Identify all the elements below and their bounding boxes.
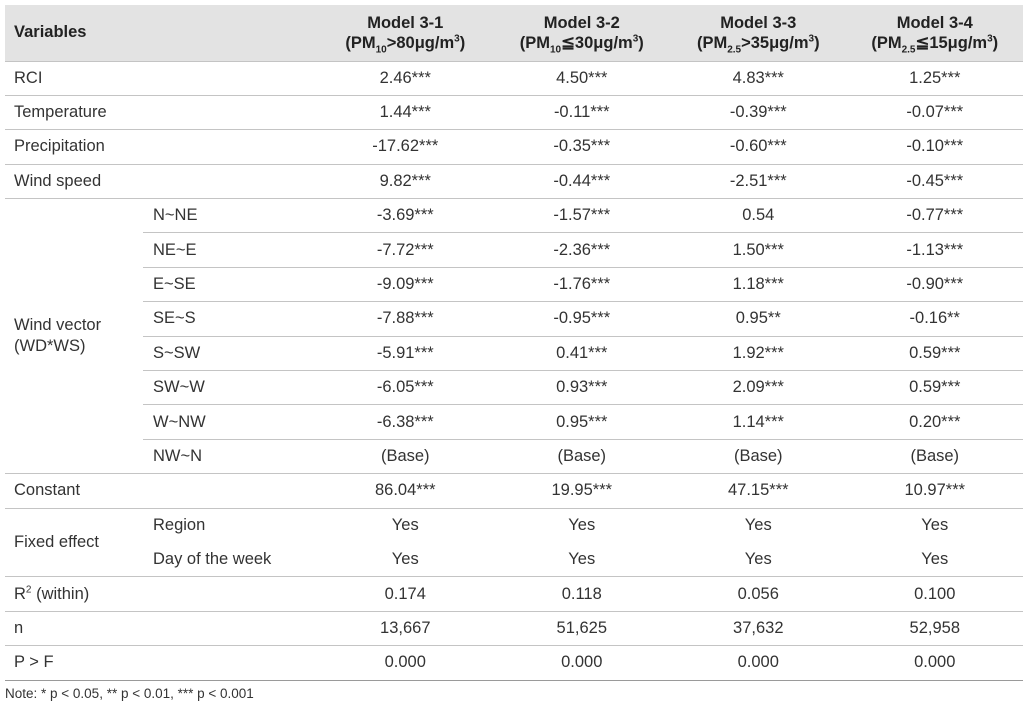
header-model-3-1 bbox=[317, 5, 494, 61]
cell-value: (Base) bbox=[847, 439, 1024, 473]
table-row-wind-vector-se-s bbox=[5, 302, 1023, 336]
table-row-fixed-effect-day bbox=[5, 542, 1023, 576]
cell-value: -0.45*** bbox=[847, 164, 1024, 198]
sub-label: N~NE bbox=[143, 199, 317, 233]
cell-value: Yes bbox=[317, 508, 494, 542]
cell-value: -7.72*** bbox=[317, 233, 494, 267]
wind-vector-label-line1: Wind vector bbox=[14, 316, 102, 335]
sub-label: NE~E bbox=[143, 233, 317, 267]
cell-value: Yes bbox=[744, 549, 772, 568]
cell-value: Yes bbox=[921, 549, 949, 568]
cell-value: -0.10*** bbox=[847, 130, 1024, 164]
row-label-r2: $R^2$ (within) bbox=[5, 577, 317, 611]
cell-value: 0.118 bbox=[494, 577, 671, 611]
cell-value: 0.056 bbox=[670, 577, 847, 611]
cell-value: -0.90*** bbox=[847, 267, 1024, 301]
cell-value: 19.95*** bbox=[494, 474, 671, 508]
cell-value: 0.59*** bbox=[847, 371, 1024, 405]
sub-label: SW~W bbox=[143, 371, 317, 405]
cell-value: -7.88*** bbox=[317, 302, 494, 336]
cell-value: 4.83*** bbox=[670, 61, 847, 95]
cell-value: Yes bbox=[494, 508, 671, 542]
cell-value: -3.69*** bbox=[317, 199, 494, 233]
cell-value: -6.38*** bbox=[317, 405, 494, 439]
row-label: P > F bbox=[5, 646, 317, 680]
table-header bbox=[5, 5, 1023, 61]
cell-value: -9.09*** bbox=[317, 267, 494, 301]
table-note: Note: * p < 0.05, ** p < 0.01, *** p < 0.001 bbox=[5, 686, 254, 701]
cell-value: -1.76*** bbox=[494, 267, 671, 301]
cell-value: -5.91*** bbox=[317, 336, 494, 370]
model-condition: $(PM_{10}>80\mu g/m^3)$ bbox=[345, 33, 466, 56]
cell-value: 13,667 bbox=[317, 611, 494, 645]
row-label: n bbox=[5, 611, 317, 645]
header-variables: Variables bbox=[14, 23, 87, 42]
cell-value: 0.93*** bbox=[494, 371, 671, 405]
table-row-wind-vector-w-nw bbox=[5, 405, 1023, 439]
header-model-3-4 bbox=[847, 5, 1024, 61]
regression-table bbox=[5, 5, 1023, 681]
cell-value: -0.11*** bbox=[494, 95, 671, 129]
cell-value: 52,958 bbox=[847, 611, 1024, 645]
model-condition: $(PM_{2.5}>35\mu g/m^3)$ bbox=[696, 33, 820, 56]
cell-value: 86.04*** bbox=[317, 474, 494, 508]
cell-value: -0.16** bbox=[847, 302, 1024, 336]
row-label: Wind speed bbox=[5, 164, 317, 198]
cell-value: 2.46*** bbox=[317, 61, 494, 95]
sub-label: Day of the week bbox=[153, 549, 272, 568]
cell-value: 4.50*** bbox=[494, 61, 671, 95]
cell-value: -17.62*** bbox=[317, 130, 494, 164]
cell-value: 0.000 bbox=[317, 646, 494, 680]
cell-value: 1.25*** bbox=[847, 61, 1024, 95]
cell-value: 0.20*** bbox=[847, 405, 1024, 439]
table-row-wind-vector-s-sw bbox=[5, 336, 1023, 370]
row-label-fixed-effect: Fixed effect bbox=[5, 508, 143, 577]
cell-value: -2.36*** bbox=[494, 233, 671, 267]
table-row-wind-vector-n-ne bbox=[5, 199, 1023, 233]
header-model-3-3 bbox=[670, 5, 847, 61]
cell-value: -1.57*** bbox=[494, 199, 671, 233]
cell-value: (Base) bbox=[494, 439, 671, 473]
cell-value: 1.14*** bbox=[670, 405, 847, 439]
cell-value: 9.82*** bbox=[317, 164, 494, 198]
row-label: Constant bbox=[5, 474, 317, 508]
cell-value: 0.000 bbox=[670, 646, 847, 680]
cell-value: 47.15*** bbox=[670, 474, 847, 508]
cell-value: -0.07*** bbox=[847, 95, 1024, 129]
table-row-wind-speed bbox=[5, 164, 1023, 198]
cell-value: 0.95*** bbox=[494, 405, 671, 439]
table-row-temperature bbox=[5, 95, 1023, 129]
model-condition: $(PM_{10}≦30\mu g/m^3)$ bbox=[519, 33, 644, 56]
table-row-r2 bbox=[5, 577, 1023, 611]
cell-value: 1.92*** bbox=[670, 336, 847, 370]
table-row-wind-vector-nw-n bbox=[5, 439, 1023, 473]
cell-value: Yes bbox=[568, 549, 596, 568]
sub-label: NW~N bbox=[143, 439, 317, 473]
cell-value: (Base) bbox=[670, 439, 847, 473]
sub-label: SE~S bbox=[143, 302, 317, 336]
table-row-wind-vector-ne-e bbox=[5, 233, 1023, 267]
cell-value: -0.77*** bbox=[847, 199, 1024, 233]
cell-value: 0.000 bbox=[847, 646, 1024, 680]
cell-value: 2.09*** bbox=[670, 371, 847, 405]
cell-value: 37,632 bbox=[670, 611, 847, 645]
cell-value: 1.50*** bbox=[670, 233, 847, 267]
model-name: Model 3-1 bbox=[367, 13, 444, 32]
header-row bbox=[5, 5, 1023, 61]
cell-value: 0.000 bbox=[494, 646, 671, 680]
cell-value: 0.95** bbox=[670, 302, 847, 336]
cell-value: Yes bbox=[670, 508, 847, 542]
cell-value: 0.174 bbox=[317, 577, 494, 611]
cell-value: -1.13*** bbox=[847, 233, 1024, 267]
table-row-pf bbox=[5, 646, 1023, 680]
wind-vector-label-line2: (WD*WS) bbox=[14, 337, 86, 356]
table-row-wind-vector-sw-w bbox=[5, 371, 1023, 405]
row-label: Precipitation bbox=[5, 130, 317, 164]
sub-label: Region bbox=[143, 508, 317, 542]
model-name: Model 3-4 bbox=[896, 13, 973, 32]
table-body bbox=[5, 61, 1023, 680]
row-label: Temperature bbox=[5, 95, 317, 129]
cell-value: Yes bbox=[391, 549, 419, 568]
cell-value: 1.44*** bbox=[317, 95, 494, 129]
row-label: RCI bbox=[5, 61, 317, 95]
cell-value: 0.100 bbox=[847, 577, 1024, 611]
sub-label: W~NW bbox=[143, 405, 317, 439]
cell-value: (Base) bbox=[317, 439, 494, 473]
model-name: Model 3-3 bbox=[720, 13, 797, 32]
cell-value: -0.60*** bbox=[670, 130, 847, 164]
sub-label: E~SE bbox=[143, 267, 317, 301]
row-label-wind-vector bbox=[5, 199, 143, 474]
cell-value: 0.59*** bbox=[847, 336, 1024, 370]
table-row-wind-vector-e-se bbox=[5, 267, 1023, 301]
cell-value: 51,625 bbox=[494, 611, 671, 645]
cell-value: Yes bbox=[847, 508, 1024, 542]
cell-value: -0.95*** bbox=[494, 302, 671, 336]
table-row-constant bbox=[5, 474, 1023, 508]
cell-value: 10.97*** bbox=[847, 474, 1024, 508]
cell-value: -0.39*** bbox=[670, 95, 847, 129]
table-row-fixed-effect-region bbox=[5, 508, 1023, 542]
cell-value: 1.18*** bbox=[670, 267, 847, 301]
header-model-3-2 bbox=[494, 5, 671, 61]
table-row-precipitation bbox=[5, 130, 1023, 164]
cell-value: 0.41*** bbox=[494, 336, 671, 370]
model-condition: $(PM_{2.5}≦15\mu g/m^3)$ bbox=[871, 33, 999, 56]
cell-value: -0.35*** bbox=[494, 130, 671, 164]
table-row-n bbox=[5, 611, 1023, 645]
model-name: Model 3-2 bbox=[543, 13, 620, 32]
cell-value: 0.54 bbox=[670, 199, 847, 233]
table-row-rci bbox=[5, 61, 1023, 95]
cell-value: -0.44*** bbox=[494, 164, 671, 198]
cell-value: -6.05*** bbox=[317, 371, 494, 405]
sub-label: S~SW bbox=[143, 336, 317, 370]
cell-value: -2.51*** bbox=[670, 164, 847, 198]
